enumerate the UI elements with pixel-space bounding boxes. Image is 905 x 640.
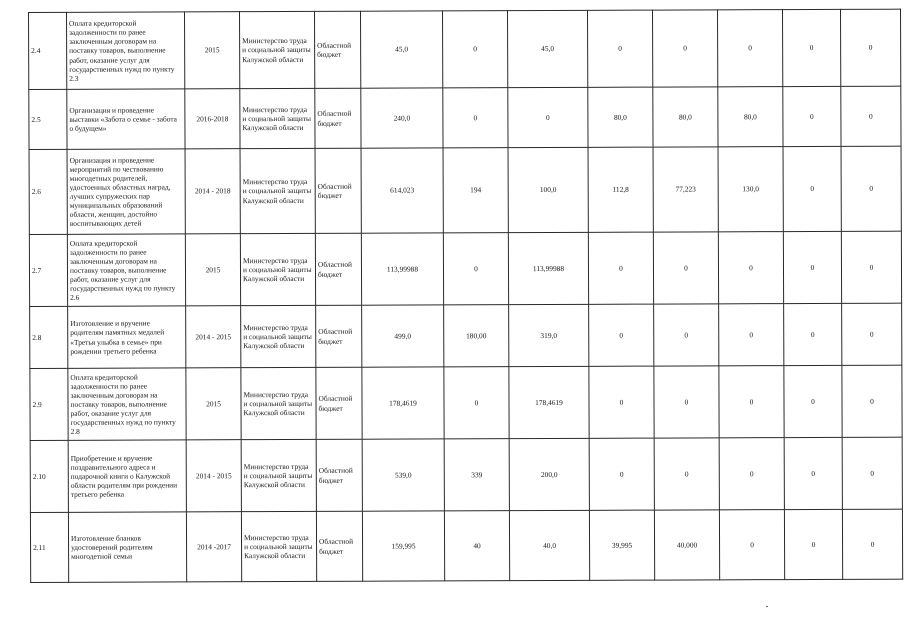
year-amount: 0 xyxy=(783,231,841,303)
row-number: 2.10 xyxy=(30,440,68,512)
year-amount: 0 xyxy=(784,509,842,579)
funding-source: Областной бюджет xyxy=(316,439,362,511)
year-amount: 100,0 xyxy=(508,147,588,232)
year-amount: 45,0 xyxy=(507,10,587,87)
funding-source: Областной бюджет xyxy=(316,511,362,581)
executor: Министерство труда и социальной защиты Калужской области xyxy=(240,148,315,233)
year-amount: 0 xyxy=(654,438,719,510)
year-amount: 40 xyxy=(444,511,509,581)
funding-source: Областной бюджет xyxy=(315,233,361,305)
year-amount: 0 xyxy=(784,365,842,437)
executor: Министерство труда и социальной защиты Калужской области xyxy=(241,305,316,367)
row-number: 2.9 xyxy=(30,368,68,440)
year-amount: 0 xyxy=(588,232,653,304)
year-amount: 40,0 xyxy=(509,510,589,580)
year-amount: 0 xyxy=(842,437,902,509)
row-number: 2.11 xyxy=(30,512,68,582)
year-amount: 40,000 xyxy=(654,510,719,580)
year-amount: 0 xyxy=(842,509,902,579)
implementation-years: 2014 - 2015 xyxy=(186,440,241,512)
year-amount: 339 xyxy=(444,439,509,511)
row-number: 2.7 xyxy=(29,234,67,306)
event-name: Оплата кредиторской задолженности по ранее заключенным договорам на поставку товаров, выполнение работ, оказание услуг для государственных нужд по пункту 2.6 xyxy=(67,234,185,306)
budget-table xyxy=(28,9,903,583)
table-row xyxy=(30,437,902,512)
year-amount: 39,995 xyxy=(589,510,654,580)
implementation-years: 2015 xyxy=(186,368,241,440)
year-amount: 0 xyxy=(587,10,652,87)
table-row xyxy=(29,146,901,234)
table-row xyxy=(30,509,902,582)
year-amount: 319,0 xyxy=(509,304,589,366)
row-number: 2.8 xyxy=(30,306,68,368)
year-amount: 0 xyxy=(784,303,842,365)
executor: Министерство труда и социальной защиты Калужской области xyxy=(240,11,315,88)
total-amount: 45,0 xyxy=(360,11,442,88)
implementation-years: 2015 xyxy=(185,12,240,89)
year-amount: 0 xyxy=(589,366,654,438)
year-amount: 0 xyxy=(654,366,719,438)
implementation-years: 2015 xyxy=(185,234,240,306)
event-name: Оплата кредиторской задолженности по ранее заключенным договорам на поставку товаров, выполнение работ, оказание услуг для государственных нужд по пункту 2.8 xyxy=(68,368,186,440)
total-amount: 499,0 xyxy=(362,305,444,367)
total-amount: 113,99988 xyxy=(361,233,443,305)
year-amount: 0 xyxy=(719,438,784,510)
total-amount: 539,0 xyxy=(362,439,444,511)
row-number: 2.6 xyxy=(29,149,67,234)
funding-source: Областной бюджет xyxy=(315,148,361,233)
total-amount: 240,0 xyxy=(361,88,443,148)
year-amount: 0 xyxy=(841,231,901,303)
year-amount: 0 xyxy=(784,437,842,509)
year-amount: 0 xyxy=(717,10,782,87)
implementation-years: 2014 -2017 xyxy=(186,512,241,582)
year-amount: 0 xyxy=(443,233,508,305)
year-amount: 77,223 xyxy=(653,147,718,232)
year-amount: 0 xyxy=(719,510,784,580)
year-amount: 180,00 xyxy=(444,305,509,367)
year-amount: 200,0 xyxy=(509,438,589,510)
year-amount: 0 xyxy=(654,304,719,366)
year-amount: 0 xyxy=(444,367,509,439)
year-amount: 194 xyxy=(443,148,508,233)
year-amount: 0 xyxy=(508,87,588,147)
year-amount: 0 xyxy=(840,9,900,86)
event-name: Изготовление и вручение родителям памятных медалей «Третья улыбка в семье» при рождении третьего ребенка xyxy=(68,306,186,368)
year-amount: 130,0 xyxy=(718,147,783,232)
year-amount: 0 xyxy=(719,366,784,438)
funding-source: Областной бюджет xyxy=(316,305,362,367)
year-amount: 0 xyxy=(443,88,508,148)
executor: Министерство труда и социальной защиты Калужской области xyxy=(240,88,315,148)
year-amount: 112,8 xyxy=(588,147,653,232)
year-amount: 0 xyxy=(589,438,654,510)
year-amount: 0 xyxy=(653,232,718,304)
event-name: Организация и проведение выставки «Забота о семье - забота о будущем» xyxy=(67,89,185,149)
funding-source: Областной бюджет xyxy=(314,11,360,88)
event-name: Организация и проведение мероприятий по чествованию многодетных родителей, удостоенных областных наград, лучших супружеских пар муниципальных образований области, женщин, достойно воспитывающих детей xyxy=(67,149,185,234)
year-amount: 0 xyxy=(842,365,902,437)
table-body xyxy=(29,9,903,582)
year-amount: 80,0 xyxy=(588,87,653,147)
implementation-years: 2014 - 2018 xyxy=(185,149,240,234)
year-amount: 0 xyxy=(719,304,784,366)
table-row xyxy=(30,303,902,368)
executor: Министерство труда и социальной защиты Калужской области xyxy=(240,233,315,305)
total-amount: 178,4619 xyxy=(362,367,444,439)
year-amount: 0 xyxy=(841,146,901,231)
row-number: 2.5 xyxy=(29,89,67,149)
table-row xyxy=(29,231,901,306)
executor: Министерство труда и социальной защиты Калужской области xyxy=(241,511,316,581)
year-amount: 0 xyxy=(783,146,841,231)
year-amount: 80,0 xyxy=(718,87,783,147)
event-name: Изготовление бланков удостоверений родителям многодетной семьи xyxy=(68,512,186,582)
year-amount: 0 xyxy=(652,10,717,87)
table-row xyxy=(29,86,901,149)
total-amount: 614,023 xyxy=(361,148,443,233)
year-amount: 0 xyxy=(782,9,840,86)
year-amount: 80,0 xyxy=(653,87,718,147)
table-row xyxy=(30,365,902,440)
funding-source: Областной бюджет xyxy=(315,88,361,148)
row-number: 2.4 xyxy=(29,12,67,89)
executor: Министерство труда и социальной защиты Калужской области xyxy=(241,367,316,439)
year-amount: 0 xyxy=(442,11,507,88)
total-amount: 159,995 xyxy=(362,511,444,581)
year-amount: 0 xyxy=(783,86,841,146)
year-amount: 0 xyxy=(842,303,902,365)
event-name: Оплата кредиторской задолженности по ранее заключенным договорам на поставку товаров, выполнение работ, оказание услуг для государственных нужд по пункту 2.3 xyxy=(67,12,185,89)
executor: Министерство труда и социальной защиты Калужской области xyxy=(241,439,316,511)
event-name: Приобретение и вручение поздравительного адреса и подарочной книги о Калужской области родителям при рождении третьего ребенка xyxy=(68,440,186,512)
funding-source: Областной бюджет xyxy=(316,367,362,439)
year-amount: 178,4619 xyxy=(509,366,589,438)
year-amount: 0 xyxy=(718,232,783,304)
year-amount: 0 xyxy=(841,86,901,146)
implementation-years: 2016-2018 xyxy=(185,89,240,149)
table-row xyxy=(29,9,901,89)
scan-speck xyxy=(766,606,768,607)
implementation-years: 2014 - 2015 xyxy=(186,306,241,368)
year-amount: 0 xyxy=(589,304,654,366)
year-amount: 113,99988 xyxy=(508,232,588,304)
